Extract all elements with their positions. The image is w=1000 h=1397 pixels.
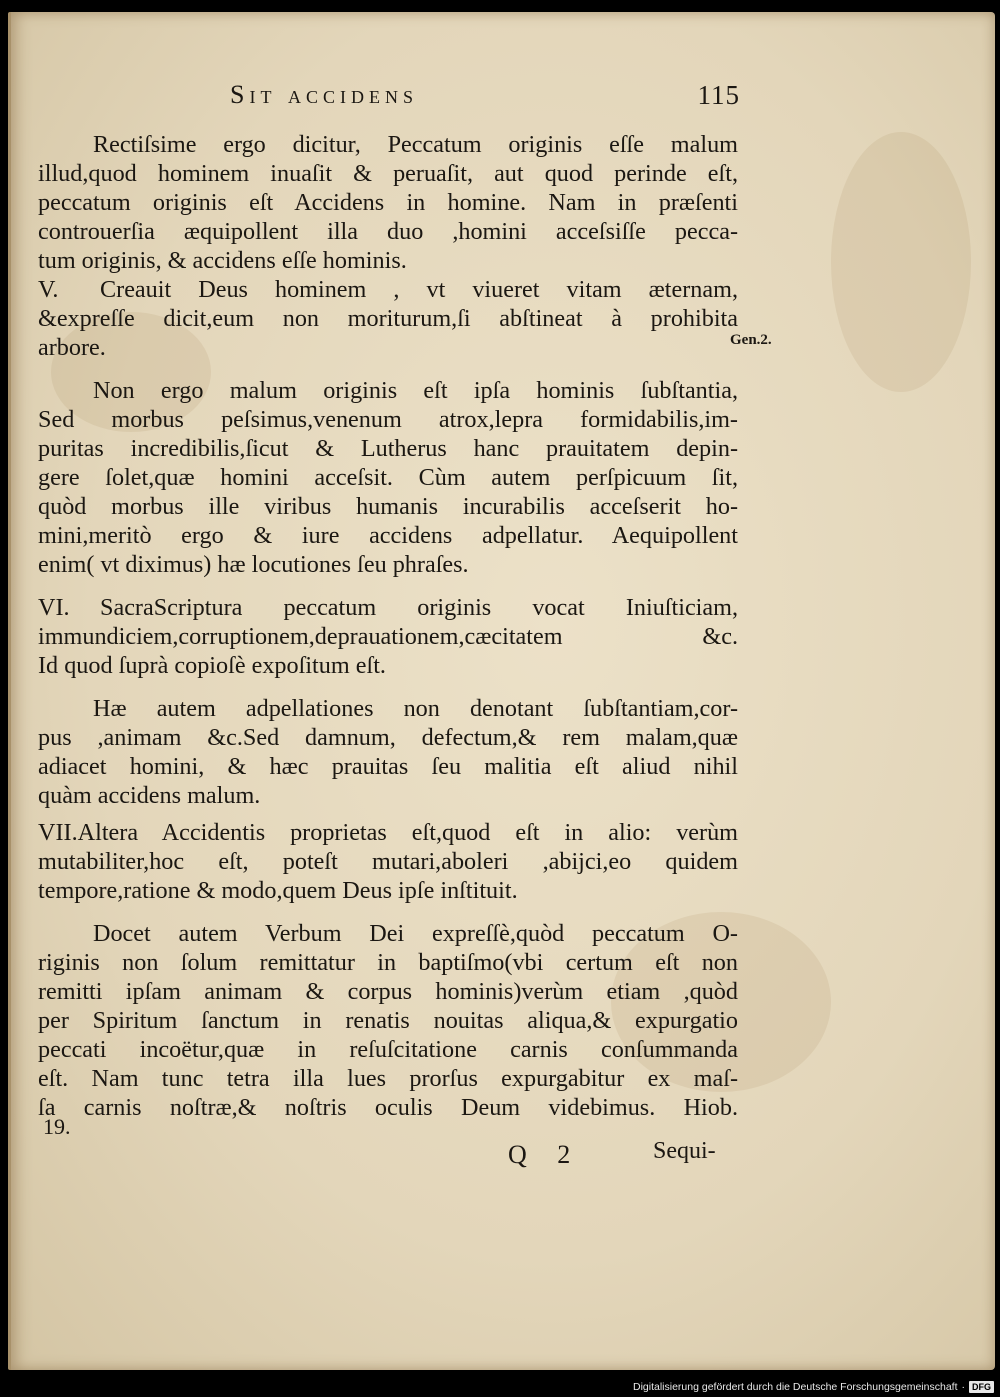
text-line: Rectiſsime ergo dicitur, Peccatum originis eſſe malum	[93, 131, 738, 158]
text-line: immundiciem,corruptionem,deprauationem,cæcitatem &c.	[38, 623, 738, 650]
text-line: Sed morbus peſsimus,venenum atrox,lepra formidabilis,im-	[38, 406, 738, 433]
funding-credit: Digitalisierung gefördert durch die Deutsche Forschungsgemeinschaft · DFG	[633, 1381, 994, 1393]
text-line: Non ergo malum originis eſt ipſa hominis ſubſtantia,	[93, 377, 738, 404]
text-line: quàm accidens malum.	[38, 782, 261, 809]
text-line: peccatum originis eſt Accidens in homine. Nam in præſenti	[38, 189, 738, 216]
text-line: Creauit Deus hominem , vt viueret vitam æternam,	[100, 276, 738, 303]
page-footer	[38, 1114, 738, 1169]
signature-mark: Q 2	[508, 1140, 583, 1169]
numbered-paragraph-vi	[38, 593, 738, 680]
text-line: gere ſolet,quæ homini acceſsit. Cùm autem perſpicuum ſit,	[38, 464, 738, 491]
credit-text: Digitalisierung gefördert durch die Deutsche Forschungsgemeinschaft	[632, 1381, 958, 1393]
text-line: arbore.	[38, 334, 106, 361]
dfg-logo: DFG	[969, 1381, 994, 1393]
marginal-note: Gen.2.	[730, 332, 772, 348]
text-line: puritas incredibilis,ſicut & Lutherus hanc prauitatem depin-	[38, 435, 738, 462]
text-line: Id quod ſuprà copioſè expoſitum eſt.	[38, 652, 386, 679]
text-line: riginis non ſolum remittatur in baptiſmo(vbi certum eſt non	[38, 949, 738, 976]
paragraph	[38, 694, 738, 810]
text-line: mutabiliter,hoc eſt, poteſt mutari,aboleri ,abijci,eo quidem	[38, 848, 738, 875]
text-line: peccati incoëtur,quæ in reſuſcitatione carnis conſummanda	[38, 1036, 738, 1063]
text-line: &expreſſe dicit,eum non moriturum,ſi abſtineat à prohibita	[38, 305, 738, 332]
text-line: illud,quod hominem inuaſit & peruaſit, aut quod perinde eſt,	[38, 160, 738, 187]
page-number: 115	[697, 80, 740, 110]
text-line: Altera Accidentis proprietas eſt,quod eſt in alio: verùm	[77, 819, 738, 846]
paragraph	[38, 919, 738, 1122]
text-line: ſa carnis noſtræ,& noſtris oculis Deum videbimus. Hiob.	[38, 1094, 738, 1121]
text-line: quòd morbus ille viribus humanis incurabilis acceſserit ho-	[38, 493, 738, 520]
paragraph-number: VII.	[38, 819, 78, 846]
body-text	[38, 130, 738, 1122]
paragraph-number: VI.	[38, 594, 70, 621]
paragraph	[38, 130, 738, 275]
text-line: enim( vt diximus) hæ locutiones ſeu phraſes.	[38, 551, 469, 578]
page-header	[230, 80, 740, 114]
numbered-paragraph-vii	[38, 818, 738, 905]
running-head: Sit accidens	[230, 80, 418, 109]
text-line: adiacet homini, & hæc prauitas ſeu malitia eſt aliud nihil	[38, 753, 738, 780]
text-line: SacraScriptura peccatum originis vocat Iniuſticiam,	[100, 594, 738, 621]
paper-stain	[831, 132, 971, 392]
text-line: per Spiritum ſanctum in renatis nouitas aliqua,& expurgatio	[38, 1007, 738, 1034]
paragraph	[38, 376, 738, 579]
text-line: Hæ autem adpellationes non denotant ſubſtantiam,cor-	[93, 695, 738, 722]
text-line: tempore,ratione & modo,quem Deus ipſe inſtituit.	[38, 877, 518, 904]
catchword: Sequi-	[653, 1138, 716, 1164]
text-line: eſt. Nam tunc tetra illa lues prorſus expurgabitur ex maſ-	[38, 1065, 738, 1092]
text-line: mini,meritò ergo & iure accidens adpellatur. Aequipollent	[38, 522, 738, 549]
text-line: remitti ipſam animam & corpus hominis)verùm etiam ,quòd	[38, 978, 738, 1005]
text-line: tum originis, & accidens eſſe hominis.	[38, 247, 407, 274]
text-line: pus ,animam &c.Sed damnum, defectum,& rem malam,quæ	[38, 724, 738, 751]
text-line: Docet autem Verbum Dei expreſſè,quòd peccatum O-	[93, 920, 738, 947]
paragraph-number: V.	[38, 276, 59, 303]
numbered-paragraph-v	[38, 275, 738, 362]
continuation-reference: 19.	[43, 1114, 71, 1139]
text-line: controuerſia æquipollent illa duo ,homini acceſsiſſe pecca-	[38, 218, 738, 245]
